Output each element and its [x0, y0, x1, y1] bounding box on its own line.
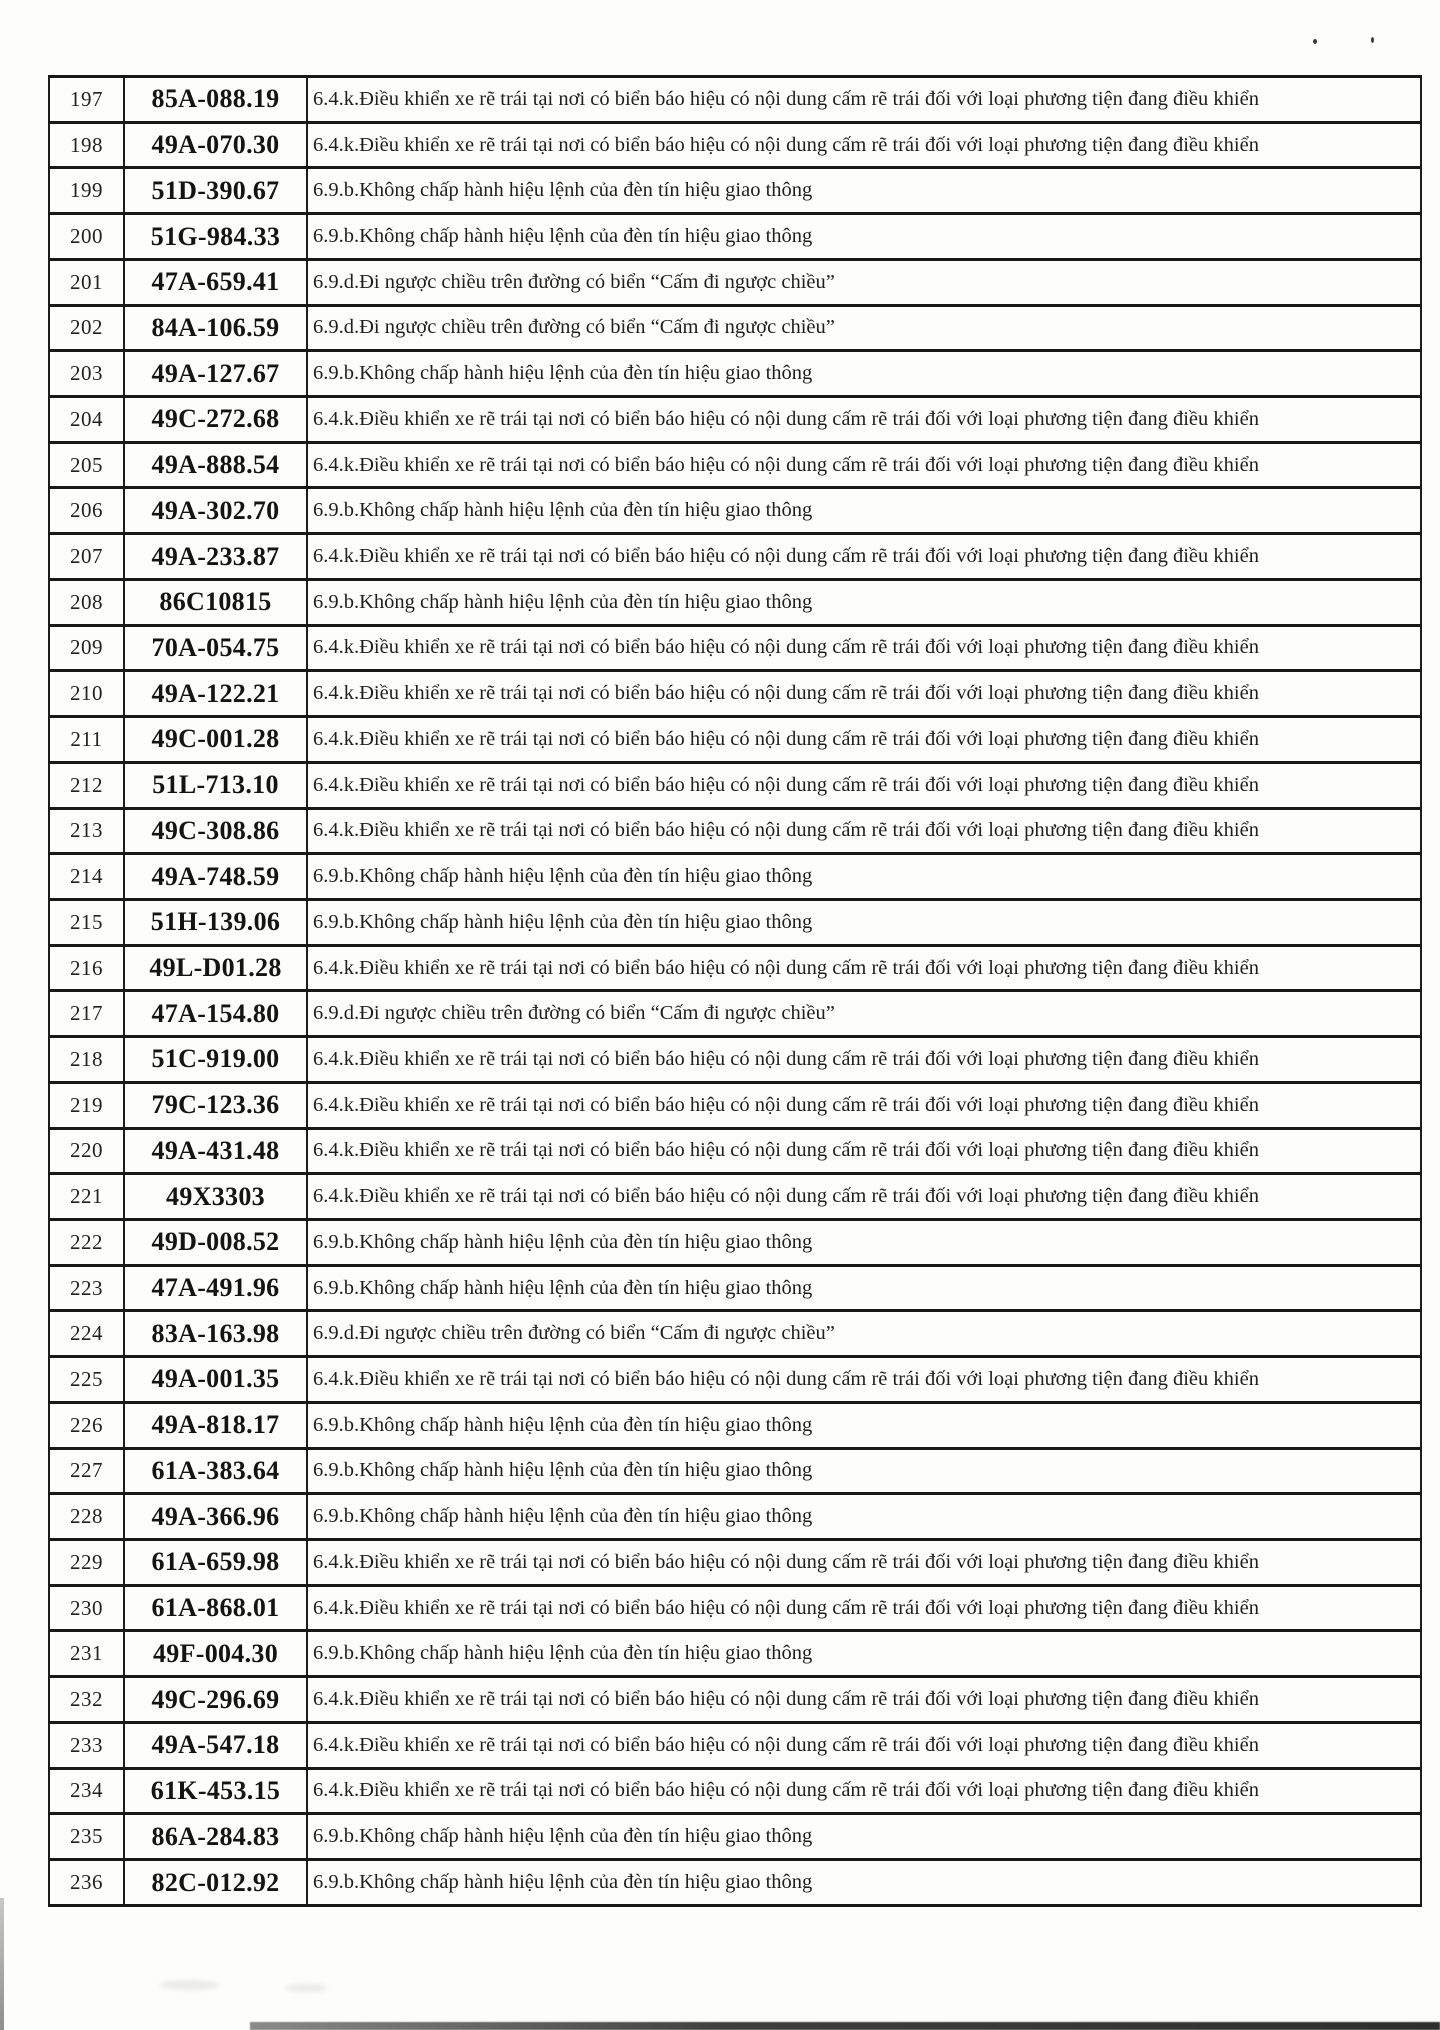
license-plate-cell: 86C10815 — [124, 579, 307, 625]
license-plate-cell: 70A-054.75 — [124, 625, 307, 671]
table-row — [49, 442, 1421, 488]
row-number-cell: 207 — [49, 534, 124, 580]
table-row — [49, 762, 1421, 808]
row-number-cell: 224 — [49, 1311, 124, 1357]
license-plate-cell: 49A-431.48 — [124, 1128, 307, 1174]
violation-description-cell: 6.9.b.Không chấp hành hiệu lệnh của đèn tín hiệu giao thông — [307, 168, 1421, 214]
table-row — [49, 671, 1421, 717]
violation-description-cell: 6.9.b.Không chấp hành hiệu lệnh của đèn tín hiệu giao thông — [307, 1494, 1421, 1540]
table-row — [49, 854, 1421, 900]
license-plate-cell: 49F-004.30 — [124, 1631, 307, 1677]
violations-table-body — [49, 77, 1421, 1906]
row-number-cell: 213 — [49, 808, 124, 854]
violation-description-cell: 6.4.k.Điều khiển xe rẽ trái tại nơi có biển báo hiệu có nội dung cấm rẽ trái đối với loại phương tiện đang điều khiển — [307, 1174, 1421, 1220]
license-plate-cell: 47A-154.80 — [124, 991, 307, 1037]
license-plate-cell: 49A-233.87 — [124, 534, 307, 580]
row-number-cell: 215 — [49, 899, 124, 945]
row-number-cell: 199 — [49, 168, 124, 214]
violation-description-cell: 6.4.k.Điều khiển xe rẽ trái tại nơi có biển báo hiệu có nội dung cấm rẽ trái đối với loại phương tiện đang điều khiển — [307, 77, 1421, 123]
license-plate-cell: 49A-001.35 — [124, 1357, 307, 1403]
violation-description-cell: 6.4.k.Điều khiển xe rẽ trái tại nơi có biển báo hiệu có nội dung cấm rẽ trái đối với loại phương tiện đang điều khiển — [307, 1082, 1421, 1128]
row-number-cell: 234 — [49, 1768, 124, 1814]
violation-description-cell: 6.9.b.Không chấp hành hiệu lệnh của đèn tín hiệu giao thông — [307, 899, 1421, 945]
license-plate-cell: 51D-390.67 — [124, 168, 307, 214]
violation-description-cell: 6.4.k.Điều khiển xe rẽ trái tại nơi có biển báo hiệu có nội dung cấm rẽ trái đối với loại phương tiện đang điều khiển — [307, 625, 1421, 671]
license-plate-cell: 49A-366.96 — [124, 1494, 307, 1540]
row-number-cell: 200 — [49, 214, 124, 260]
license-plate-cell: 49C-308.86 — [124, 808, 307, 854]
license-plate-cell: 51L-713.10 — [124, 762, 307, 808]
row-number-cell: 228 — [49, 1494, 124, 1540]
license-plate-cell: 51G-984.33 — [124, 214, 307, 260]
table-row — [49, 1585, 1421, 1631]
row-number-cell: 206 — [49, 488, 124, 534]
row-number-cell: 226 — [49, 1402, 124, 1448]
license-plate-cell: 61K-453.15 — [124, 1768, 307, 1814]
table-row — [49, 77, 1421, 123]
violation-description-cell: 6.4.k.Điều khiển xe rẽ trái tại nơi có biển báo hiệu có nội dung cấm rẽ trái đối với loại phương tiện đang điều khiển — [307, 1037, 1421, 1083]
row-number-cell: 223 — [49, 1265, 124, 1311]
table-row — [49, 305, 1421, 351]
license-plate-cell: 82C-012.92 — [124, 1860, 307, 1906]
table-row — [49, 899, 1421, 945]
violation-description-cell: 6.9.b.Không chấp hành hiệu lệnh của đèn tín hiệu giao thông — [307, 1448, 1421, 1494]
table-row — [49, 1768, 1421, 1814]
table-row — [49, 259, 1421, 305]
license-plate-cell: 61A-383.64 — [124, 1448, 307, 1494]
row-number-cell: 212 — [49, 762, 124, 808]
violation-description-cell: 6.9.d.Đi ngược chiều trên đường có biển “Cấm đi ngược chiều” — [307, 1311, 1421, 1357]
license-plate-cell: 49D-008.52 — [124, 1219, 307, 1265]
license-plate-cell: 49X3303 — [124, 1174, 307, 1220]
violation-description-cell: 6.9.d.Đi ngược chiều trên đường có biển “Cấm đi ngược chiều” — [307, 259, 1421, 305]
violation-description-cell: 6.9.b.Không chấp hành hiệu lệnh của đèn tín hiệu giao thông — [307, 1219, 1421, 1265]
row-number-cell: 236 — [49, 1860, 124, 1906]
row-number-cell: 210 — [49, 671, 124, 717]
violation-description-cell: 6.4.k.Điều khiển xe rẽ trái tại nơi có biển báo hiệu có nội dung cấm rẽ trái đối với loại phương tiện đang điều khiển — [307, 1677, 1421, 1723]
row-number-cell: 231 — [49, 1631, 124, 1677]
violation-description-cell: 6.4.k.Điều khiển xe rẽ trái tại nơi có biển báo hiệu có nội dung cấm rẽ trái đối với loại phương tiện đang điều khiển — [307, 717, 1421, 763]
row-number-cell: 221 — [49, 1174, 124, 1220]
violation-description-cell: 6.4.k.Điều khiển xe rẽ trái tại nơi có biển báo hiệu có nội dung cấm rẽ trái đối với loại phương tiện đang điều khiển — [307, 122, 1421, 168]
violation-description-cell: 6.4.k.Điều khiển xe rẽ trái tại nơi có biển báo hiệu có nội dung cấm rẽ trái đối với loại phương tiện đang điều khiển — [307, 671, 1421, 717]
violation-description-cell: 6.9.d.Đi ngược chiều trên đường có biển “Cấm đi ngược chiều” — [307, 991, 1421, 1037]
table-row — [49, 168, 1421, 214]
violation-description-cell: 6.9.b.Không chấp hành hiệu lệnh của đèn tín hiệu giao thông — [307, 1402, 1421, 1448]
scan-smudge — [285, 1984, 327, 1992]
violation-description-cell: 6.4.k.Điều khiển xe rẽ trái tại nơi có biển báo hiệu có nội dung cấm rẽ trái đối với loại phương tiện đang điều khiển — [307, 1768, 1421, 1814]
row-number-cell: 214 — [49, 854, 124, 900]
table-row — [49, 397, 1421, 443]
scan-bottom-shadow — [250, 2022, 1440, 2030]
table-row — [49, 1814, 1421, 1860]
license-plate-cell: 49A-888.54 — [124, 442, 307, 488]
row-number-cell: 217 — [49, 991, 124, 1037]
row-number-cell: 233 — [49, 1722, 124, 1768]
table-row — [49, 1540, 1421, 1586]
row-number-cell: 197 — [49, 77, 124, 123]
license-plate-cell: 47A-659.41 — [124, 259, 307, 305]
license-plate-cell: 49A-127.67 — [124, 351, 307, 397]
table-row — [49, 488, 1421, 534]
row-number-cell: 230 — [49, 1585, 124, 1631]
violations-table — [48, 75, 1422, 1907]
row-number-cell: 209 — [49, 625, 124, 671]
license-plate-cell: 85A-088.19 — [124, 77, 307, 123]
table-row — [49, 579, 1421, 625]
table-row — [49, 1174, 1421, 1220]
table-row — [49, 1677, 1421, 1723]
license-plate-cell: 83A-163.98 — [124, 1311, 307, 1357]
table-row — [49, 1860, 1421, 1906]
violation-description-cell: 6.4.k.Điều khiển xe rẽ trái tại nơi có biển báo hiệu có nội dung cấm rẽ trái đối với loại phương tiện đang điều khiển — [307, 1540, 1421, 1586]
row-number-cell: 211 — [49, 717, 124, 763]
table-row — [49, 1448, 1421, 1494]
table-row — [49, 214, 1421, 260]
license-plate-cell: 84A-106.59 — [124, 305, 307, 351]
violation-description-cell: 6.4.k.Điều khiển xe rẽ trái tại nơi có biển báo hiệu có nội dung cấm rẽ trái đối với loại phương tiện đang điều khiển — [307, 1585, 1421, 1631]
violation-description-cell: 6.4.k.Điều khiển xe rẽ trái tại nơi có biển báo hiệu có nội dung cấm rẽ trái đối với loại phương tiện đang điều khiển — [307, 945, 1421, 991]
scan-smudge — [160, 1980, 220, 1990]
table-row — [49, 945, 1421, 991]
license-plate-cell: 61A-659.98 — [124, 1540, 307, 1586]
row-number-cell: 203 — [49, 351, 124, 397]
violation-description-cell: 6.4.k.Điều khiển xe rẽ trái tại nơi có biển báo hiệu có nội dung cấm rẽ trái đối với loại phương tiện đang điều khiển — [307, 762, 1421, 808]
table-row — [49, 1494, 1421, 1540]
table-row — [49, 1082, 1421, 1128]
row-number-cell: 204 — [49, 397, 124, 443]
table-row — [49, 1265, 1421, 1311]
table-row — [49, 1219, 1421, 1265]
table-row — [49, 534, 1421, 580]
license-plate-cell: 49A-070.30 — [124, 122, 307, 168]
row-number-cell: 208 — [49, 579, 124, 625]
violation-description-cell: 6.4.k.Điều khiển xe rẽ trái tại nơi có biển báo hiệu có nội dung cấm rẽ trái đối với loại phương tiện đang điều khiển — [307, 808, 1421, 854]
table-row — [49, 1128, 1421, 1174]
row-number-cell: 202 — [49, 305, 124, 351]
license-plate-cell: 86A-284.83 — [124, 1814, 307, 1860]
violation-description-cell: 6.4.k.Điều khiển xe rẽ trái tại nơi có biển báo hiệu có nội dung cấm rẽ trái đối với loại phương tiện đang điều khiển — [307, 1722, 1421, 1768]
license-plate-cell: 47A-491.96 — [124, 1265, 307, 1311]
row-number-cell: 225 — [49, 1357, 124, 1403]
row-number-cell: 201 — [49, 259, 124, 305]
table-row — [49, 1311, 1421, 1357]
license-plate-cell: 51H-139.06 — [124, 899, 307, 945]
scan-speck — [1371, 37, 1374, 43]
row-number-cell: 198 — [49, 122, 124, 168]
violation-description-cell: 6.9.d.Đi ngược chiều trên đường có biển “Cấm đi ngược chiều” — [307, 305, 1421, 351]
row-number-cell: 227 — [49, 1448, 124, 1494]
license-plate-cell: 49C-296.69 — [124, 1677, 307, 1723]
violation-description-cell: 6.9.b.Không chấp hành hiệu lệnh của đèn tín hiệu giao thông — [307, 1631, 1421, 1677]
row-number-cell: 229 — [49, 1540, 124, 1586]
row-number-cell: 216 — [49, 945, 124, 991]
license-plate-cell: 49A-302.70 — [124, 488, 307, 534]
violation-description-cell: 6.4.k.Điều khiển xe rẽ trái tại nơi có biển báo hiệu có nội dung cấm rẽ trái đối với loại phương tiện đang điều khiển — [307, 1357, 1421, 1403]
license-plate-cell: 49A-122.21 — [124, 671, 307, 717]
table-row — [49, 1722, 1421, 1768]
license-plate-cell: 49A-748.59 — [124, 854, 307, 900]
license-plate-cell: 51C-919.00 — [124, 1037, 307, 1083]
license-plate-cell: 49C-001.28 — [124, 717, 307, 763]
table-row — [49, 1631, 1421, 1677]
violation-description-cell: 6.4.k.Điều khiển xe rẽ trái tại nơi có biển báo hiệu có nội dung cấm rẽ trái đối với loại phương tiện đang điều khiển — [307, 397, 1421, 443]
violation-description-cell: 6.9.b.Không chấp hành hiệu lệnh của đèn tín hiệu giao thông — [307, 488, 1421, 534]
violation-description-cell: 6.9.b.Không chấp hành hiệu lệnh của đèn tín hiệu giao thông — [307, 579, 1421, 625]
violation-description-cell: 6.9.b.Không chấp hành hiệu lệnh của đèn tín hiệu giao thông — [307, 351, 1421, 397]
violation-description-cell: 6.4.k.Điều khiển xe rẽ trái tại nơi có biển báo hiệu có nội dung cấm rẽ trái đối với loại phương tiện đang điều khiển — [307, 534, 1421, 580]
row-number-cell: 232 — [49, 1677, 124, 1723]
table-row — [49, 351, 1421, 397]
table-row — [49, 1402, 1421, 1448]
violation-description-cell: 6.9.b.Không chấp hành hiệu lệnh của đèn tín hiệu giao thông — [307, 214, 1421, 260]
row-number-cell: 220 — [49, 1128, 124, 1174]
row-number-cell: 219 — [49, 1082, 124, 1128]
scan-edge-shadow — [0, 1898, 4, 2030]
license-plate-cell: 49A-818.17 — [124, 1402, 307, 1448]
license-plate-cell: 49A-547.18 — [124, 1722, 307, 1768]
violation-description-cell: 6.9.b.Không chấp hành hiệu lệnh của đèn tín hiệu giao thông — [307, 854, 1421, 900]
row-number-cell: 205 — [49, 442, 124, 488]
row-number-cell: 235 — [49, 1814, 124, 1860]
license-plate-cell: 61A-868.01 — [124, 1585, 307, 1631]
scan-speck — [1313, 39, 1317, 44]
table-row — [49, 717, 1421, 763]
license-plate-cell: 49L-D01.28 — [124, 945, 307, 991]
table-row — [49, 808, 1421, 854]
violation-description-cell: 6.4.k.Điều khiển xe rẽ trái tại nơi có biển báo hiệu có nội dung cấm rẽ trái đối với loại phương tiện đang điều khiển — [307, 442, 1421, 488]
license-plate-cell: 79C-123.36 — [124, 1082, 307, 1128]
license-plate-cell: 49C-272.68 — [124, 397, 307, 443]
table-row — [49, 122, 1421, 168]
violation-description-cell: 6.4.k.Điều khiển xe rẽ trái tại nơi có biển báo hiệu có nội dung cấm rẽ trái đối với loại phương tiện đang điều khiển — [307, 1128, 1421, 1174]
table-row — [49, 1357, 1421, 1403]
violation-description-cell: 6.9.b.Không chấp hành hiệu lệnh của đèn tín hiệu giao thông — [307, 1814, 1421, 1860]
violation-description-cell: 6.9.b.Không chấp hành hiệu lệnh của đèn tín hiệu giao thông — [307, 1265, 1421, 1311]
table-row — [49, 1037, 1421, 1083]
table-row — [49, 625, 1421, 671]
row-number-cell: 218 — [49, 1037, 124, 1083]
table-row — [49, 991, 1421, 1037]
row-number-cell: 222 — [49, 1219, 124, 1265]
violation-description-cell: 6.9.b.Không chấp hành hiệu lệnh của đèn tín hiệu giao thông — [307, 1860, 1421, 1906]
